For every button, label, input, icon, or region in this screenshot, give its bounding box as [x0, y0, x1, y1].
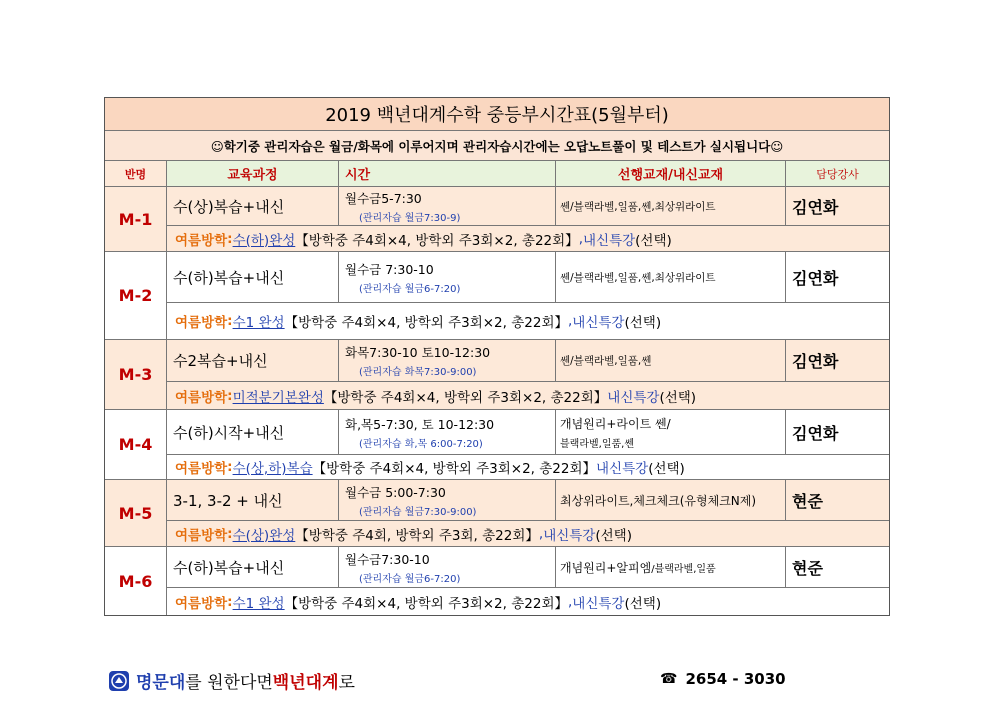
teacher: 현준: [792, 558, 823, 578]
class-row: [105, 340, 889, 410]
class-name: M-4: [105, 410, 167, 479]
curriculum: 수(하)복습+내신: [167, 547, 339, 587]
schedule: 화,목5-7:30, 토 10-12:30 (관리자습 화,목 6:00-7:20): [339, 410, 556, 454]
phone-icon: ☎: [660, 671, 678, 687]
teacher: 김연화: [792, 352, 839, 371]
footer-slogan: 명문대 를 원한다면 백년대계 로: [108, 668, 355, 693]
class-row: [105, 187, 889, 252]
schedule: 월수금 5:00-7:30 (관리자습 월금7:30-9:00): [339, 480, 556, 520]
class-name: M-6: [105, 547, 167, 615]
schedule: 월수금 7:30-10 (관리자습 월금6-7:20): [339, 252, 556, 302]
books: 쎈/블랙라벨,일품,쎈: [556, 340, 786, 381]
books: 쎈/블랙라벨,일품,쎈,최상위라이트: [556, 252, 786, 302]
header-books: 선행교재/내신교재: [556, 161, 786, 186]
schedule: 화목7:30-10 토10-12:30 (관리자습 화목7:30-9:00): [339, 340, 556, 381]
summer-plan: 여름방학 : 수1 완성 【방학중 주4회×4, 방학외 주3회×2, 총22회】 , 내신특강 (선택): [175, 313, 662, 331]
header-teacher: 담당강사: [786, 161, 889, 186]
class-name: M-2: [105, 252, 167, 339]
teacher: 김연화: [792, 268, 839, 288]
schedule: 월수금5-7:30 (관리자습 월금7:30-9): [339, 187, 556, 225]
class-row: [105, 252, 889, 340]
summer-plan: 여름방학 : 수(하)완성 【방학중 주4회×4, 방학외 주3회×2, 총22회】 , 내신특강 (선택): [175, 230, 672, 249]
curriculum: 수(하)복습+내신: [167, 252, 339, 302]
books: 개념원리+라이트 쎈/ 블랙라벨,일품,쎈: [556, 410, 786, 454]
books: 개념원리+알피엠 /블랙라벨,일품: [556, 547, 786, 587]
curriculum: 수2복습+내신: [167, 340, 339, 381]
teacher: 김연화: [792, 197, 839, 217]
curriculum: 수(하)시작+내신: [167, 410, 339, 454]
books: 최상위라이트,체크체크(유형체크N제): [556, 480, 786, 520]
teacher: 김연화: [792, 423, 839, 443]
class-name: M-1: [105, 187, 167, 251]
teacher: 현준: [792, 491, 823, 511]
curriculum: 3-1, 3-2 + 내신: [167, 480, 339, 520]
class-row: [105, 480, 889, 547]
class-name: M-5: [105, 480, 167, 546]
header-curriculum: 교육과정: [167, 161, 339, 186]
summer-plan: 여름방학 : 수(상,하)복습 【방학중 주4회×4, 방학외 주3회×2, 총22회】 내신특강 (선택): [175, 459, 685, 477]
summer-plan: 여름방학 : 미적분기본완성 【방학중 주4회×4, 방학외 주3회×2, 총22회】 내신특강 (선택): [175, 387, 697, 406]
phone-number: ☎ 2654 - 3030: [660, 670, 786, 688]
page-title: 2019 백년대계수학 중등부시간표(5월부터): [105, 98, 889, 131]
summer-plan: 여름방학 : 수1 완성 【방학중 주4회×4, 방학외 주3회×2, 총22회】 , 내신특강 (선택): [175, 593, 662, 612]
header-ban: 반명: [105, 161, 167, 186]
table-header: [105, 161, 889, 187]
notice-text: ☺학기중 관리자습은 월금/화목에 이루어지며 관리자습시간에는 오답노트풀이 및 테스트가 실시됩니다☺: [105, 131, 889, 161]
class-name: M-3: [105, 340, 167, 409]
summer-plan: 여름방학 : 수(상)완성 【방학중 주4회, 방학외 주3회, 총22회】 , 내신특강 (선택): [175, 525, 632, 544]
header-time: 시간: [339, 161, 556, 186]
schedule: 월수금7:30-10 (관리자습 월금6-7:20): [339, 547, 556, 587]
class-row: [105, 410, 889, 480]
academy-logo-icon: [108, 670, 130, 692]
curriculum: 수(상)복습+내신: [167, 187, 339, 225]
books: 쎈/블랙라벨,일품,쎈,최상위라이트: [556, 187, 786, 225]
class-row: [105, 547, 889, 615]
timetable: [104, 97, 890, 616]
